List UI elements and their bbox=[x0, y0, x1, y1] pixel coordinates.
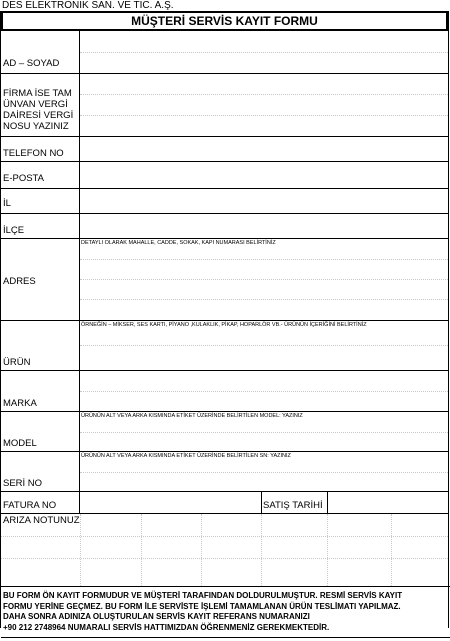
row-product bbox=[1, 321, 448, 371]
input-email[interactable] bbox=[80, 162, 448, 188]
gridline bbox=[80, 514, 81, 586]
input-sale-date[interactable] bbox=[328, 492, 448, 513]
label-serial: SERİ NO bbox=[1, 452, 80, 491]
row-serial bbox=[1, 452, 448, 492]
row-model bbox=[1, 412, 448, 452]
company-name: DES ELEKTRONİK SAN. VE TİC. A.Ş. bbox=[2, 0, 174, 11]
label-company-title: FİRMA İSE TAM ÜNVAN VERGİ DAİRESİ VERGİ NOSU YAZINIZ bbox=[1, 74, 80, 136]
label-sale-date: SATIŞ TARİHİ bbox=[263, 500, 323, 511]
label-fault: ARIZA NOTUNUZ bbox=[3, 515, 80, 526]
gridline bbox=[80, 52, 448, 53]
label-brand: MARKA bbox=[1, 371, 80, 411]
input-district[interactable] bbox=[80, 214, 448, 238]
row-district bbox=[1, 214, 448, 239]
label-invoice: FATURA NO bbox=[1, 492, 80, 513]
row-name bbox=[1, 31, 448, 74]
input-city[interactable] bbox=[80, 189, 448, 213]
row-city bbox=[1, 189, 448, 214]
gridline bbox=[80, 299, 448, 300]
input-invoice[interactable] bbox=[80, 492, 259, 513]
gridline bbox=[80, 391, 448, 392]
form-title-text: MÜŞTERİ SERVİS KAYIT FORMU bbox=[131, 14, 318, 28]
label-district: İLÇE bbox=[1, 214, 80, 238]
label-address: ADRES bbox=[1, 239, 80, 320]
row-company-title bbox=[1, 74, 448, 137]
input-name[interactable] bbox=[80, 31, 448, 73]
address-hint: DETAYLI OLARAK MAHALLE, CADDE, SOKAK, KAPI NUMARASI BELİRTİNİZ bbox=[81, 240, 276, 246]
gridline bbox=[391, 514, 392, 586]
model-hint: ÜRÜNÜN ALT VEYA ARKA KISMINDA ETİKET ÜZERİNDE BELİRTİLEN MODEL: YAZINIZ bbox=[81, 413, 303, 419]
row-brand bbox=[1, 371, 448, 412]
gridline bbox=[1, 536, 448, 537]
input-product[interactable] bbox=[80, 321, 448, 370]
gridline bbox=[141, 514, 142, 586]
gridline bbox=[1, 558, 448, 559]
fault-notes[interactable] bbox=[1, 514, 448, 586]
label-model: MODEL bbox=[1, 412, 80, 451]
input-phone[interactable] bbox=[80, 137, 448, 161]
row-invoice bbox=[1, 492, 448, 514]
gridline bbox=[327, 514, 328, 586]
serial-hint: ÜRÜNÜN ALT VEYA ARKA KISMINDA ETİKET ÜZERİNDE BELİRTİLEN SN: YAZINIZ bbox=[81, 453, 291, 459]
disclaimer: BU FORM ÖN KAYIT FORMUDUR VE MÜŞTERİ TARAFINDAN DOLDURULMUŞTUR. RESMİ SERVİS KAYIT FORMU YERİNE GEÇMEZ. BU FORM İLE SERVİSTE İŞLEMİ TAMAMLANAN ÜRÜN TESLİMATI YAPILMAZ. DAHA SONRA ADINIZA OLUŞTURULAN SERVİS KAYIT REFERANS NUMARANIZI +90 212 2748964 NUMARALI SERVİS HATTIMIZDAN ÖĞRENMENİZ GEREKMEKTEDİR. bbox=[1, 586, 450, 638]
input-serial[interactable] bbox=[80, 452, 448, 491]
label-city: İL bbox=[1, 189, 80, 213]
gridline bbox=[80, 472, 448, 473]
service-form bbox=[0, 11, 449, 632]
input-model[interactable] bbox=[80, 412, 448, 451]
label-phone: TELEFON NO bbox=[1, 137, 80, 161]
gridline bbox=[80, 345, 448, 346]
gridline bbox=[80, 94, 448, 95]
divider bbox=[261, 492, 262, 513]
gridline bbox=[80, 259, 448, 260]
product-hint: ÖRNEĞİN – MİKSER, SES KARTI, PİYANO ,KULAKLIK, PİKAP, HOPARLÖR VB.- ÜRÜNÜN İÇERİĞİNİ BELİRTİNİZ bbox=[81, 322, 367, 328]
row-address bbox=[1, 239, 448, 321]
form-title bbox=[1, 11, 448, 31]
input-address[interactable] bbox=[80, 239, 448, 320]
label-name: AD – SOYAD bbox=[1, 31, 80, 73]
row-phone bbox=[1, 137, 448, 162]
gridline bbox=[80, 115, 448, 116]
gridline bbox=[201, 514, 202, 586]
input-brand[interactable] bbox=[80, 371, 448, 411]
row-email bbox=[1, 162, 448, 189]
input-company-title[interactable] bbox=[80, 74, 448, 136]
gridline bbox=[80, 279, 448, 280]
label-product: ÜRÜN bbox=[1, 321, 80, 370]
label-email: E-POSTA bbox=[1, 162, 80, 188]
gridline bbox=[261, 514, 262, 586]
gridline bbox=[80, 432, 448, 433]
